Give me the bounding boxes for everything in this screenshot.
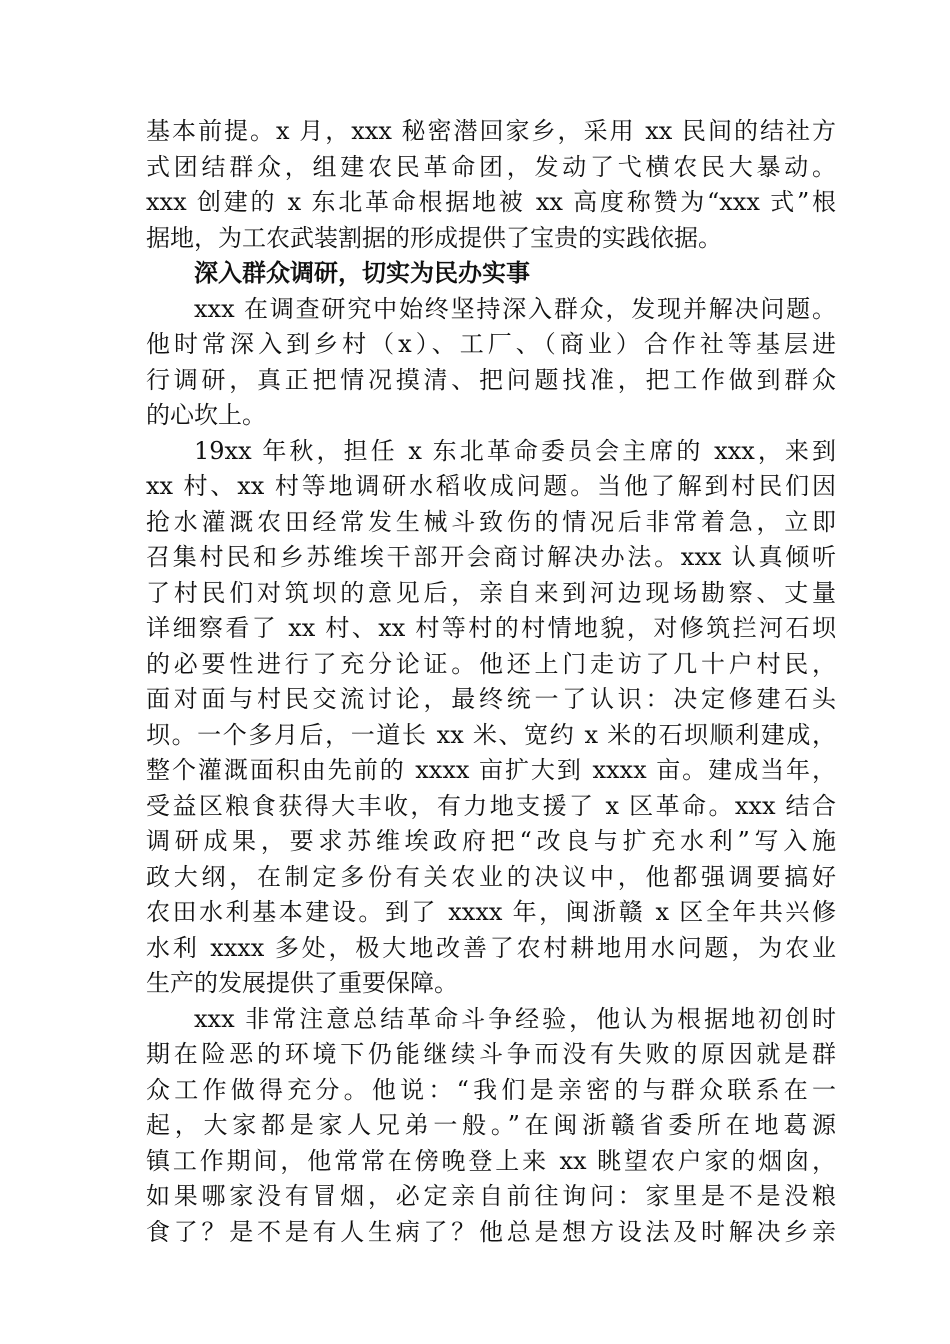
paragraph-3 [146,434,836,1002]
text-line: 了村民们对筑坝的意见后，亲自来到河边现场勘察、丈量 [146,578,836,607]
text-line: 详细察看了 xx 村、xx 村等村的村情地貌，对修筑拦河石坝 [146,614,836,642]
text-line: 据地，为工农武装割据的形成提供了宝贵的实践依据。 [146,223,722,252]
text-line: 的心坎上。 [146,401,266,429]
text-line: 召集村民和乡苏维埃干部开会商讨解决办法。xxx 认真倾听 [146,543,836,571]
text-line: 起，大家都是家人兄弟一般。”在闽浙赣省委所在地葛源 [146,1111,836,1139]
text-line: 坝。一个多月后，一道长 xx 米、宽约 x 米的石坝顺利建成， [146,720,836,749]
text-line: 众工作做得充分。他说：“我们是亲密的与群众联系在一 [146,1075,836,1104]
text-line: 基本前提。x 月，xxx 秘密潜回家乡，采用 xx 民间的结社方 [146,117,836,145]
text-line: 如果哪家没有冒烟，必定亲自前往询问：家里是不是没粮 [146,1182,836,1210]
paragraph-4 [146,1002,836,1251]
text-line: 面对面与村民交流讨论，最终统一了认识：决定修建石头 [146,685,836,713]
text-line: 调研成果，要求苏维埃政府把“改良与扩充水利”写入施 [146,827,836,855]
text-line: 受益区粮食获得大丰收，有力地支援了 x 区革命。xxx 结合 [146,791,836,820]
text-line: 整个灌溉面积由先前的 xxxx 亩扩大到 xxxx 亩。建成当年， [146,756,836,784]
text-line: 镇工作期间，他常常在傍晚登上来 xx 眺望农户家的烟囱， [146,1146,836,1175]
text-line: 政大纲，在制定多份有关农业的决议中，他都强调要搞好 [146,862,836,891]
paragraph-1 [146,114,836,256]
section-heading: 深入群众调研，切实为民办实事 [194,259,530,287]
text-line: xxx 非常注意总结革命斗争经验，他认为根据地初创时 [194,1004,836,1033]
paragraph-2 [146,292,836,434]
text-line: 水利 xxxx 多处，极大地改善了农村耕地用水问题，为农业 [146,933,836,962]
document-body [146,114,836,1250]
text-line: 行调研，真正把情况摸清、把问题找准，把工作做到群众 [146,365,836,394]
text-line: 19xx 年秋，担任 x 东北革命委员会主席的 xxx，来到 [194,436,836,465]
text-line: 农田水利基本建设。到了 xxxx 年，闽浙赣 x 区全年共兴修 [146,898,836,926]
text-line: 的必要性进行了充分论证。他还上门走访了几十户村民， [146,649,836,678]
text-line: 他时常深入到乡村（x）、工厂、（商业）合作社等基层进 [146,330,836,358]
text-line: 期在险恶的环境下仍能继续斗争而没有失败的原因就是群 [146,1040,836,1068]
text-line: 抢水灌溉农田经常发生械斗致伤的情况后非常着急，立即 [146,507,836,536]
text-line: 食了？是不是有人生病了？他总是想方设法及时解决乡亲 [146,1217,836,1246]
text-line: 式团结群众，组建农民革命团，发动了弋横农民大暴动。 [146,152,836,181]
text-line: 生产的发展提供了重要保障。 [146,969,458,997]
text-line: xx 村、xx 村等地调研水稻收成问题。当他了解到村民们因 [146,472,836,500]
text-line: xxx 创建的 x 东北革命根据地被 xx 高度称赞为“xxx 式”根 [146,188,836,216]
text-line: xxx 在调查研究中始终坚持深入群众，发现并解决问题。 [194,294,836,323]
